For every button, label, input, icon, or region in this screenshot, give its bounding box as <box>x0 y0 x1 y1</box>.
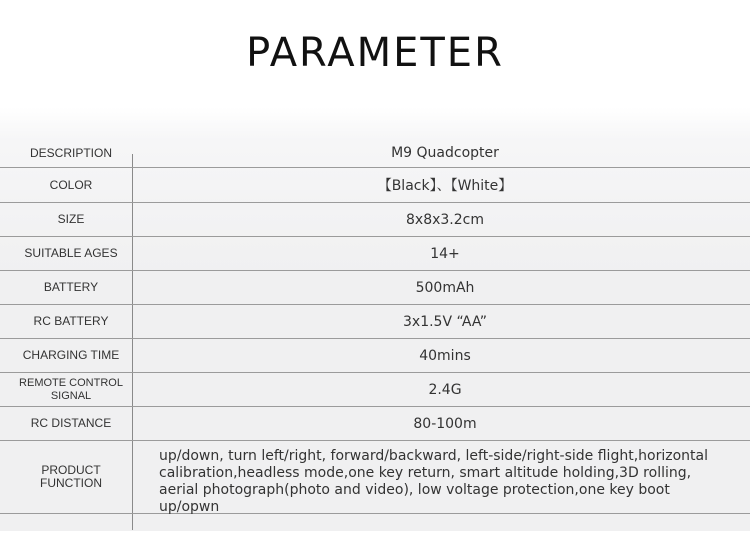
table-row <box>0 305 750 339</box>
row-label: DESCRIPTION <box>29 145 112 160</box>
row-label: SIZE <box>57 212 85 226</box>
row-value: 14+ <box>430 245 460 262</box>
table-row <box>0 137 750 168</box>
row-label: RC DISTANCE <box>30 416 112 430</box>
row-value: up/down, turn left/right, forward/backward, left-side/right-side flight,horizontal calibration,headless mode,one key return, smart altitude holding,3D rolling, aerial photograph(photo and video), low voltage protection,one key boot up/opwn <box>159 448 708 515</box>
page-title: PARAMETER <box>246 30 504 76</box>
row-value: 【Black】、【White】 <box>377 178 513 194</box>
table-row <box>0 168 750 203</box>
table-row <box>0 441 750 514</box>
row-value: M9 Quadcopter <box>391 145 499 161</box>
table-row <box>0 407 750 441</box>
row-value: 500mAh <box>415 279 475 296</box>
row-label: SUITABLE AGES <box>24 246 118 260</box>
row-value: 3x1.5V “AA” <box>403 313 487 330</box>
row-label: PRODUCT FUNCTION <box>40 463 102 490</box>
row-value: 40mins <box>419 347 471 364</box>
table-row <box>0 203 750 237</box>
table-row <box>0 373 750 407</box>
table-row <box>0 237 750 271</box>
table-row <box>0 271 750 305</box>
row-value: 2.4G <box>428 381 462 398</box>
row-value: 80-100m <box>413 415 477 432</box>
row-label: CHARGING TIME <box>22 348 120 362</box>
row-label: COLOR <box>49 177 93 192</box>
table-row <box>0 339 750 373</box>
row-label: REMOTE CONTROL SIGNAL <box>19 376 123 402</box>
row-value: 8x8x3.2cm <box>406 211 484 228</box>
row-label: RC BATTERY <box>33 314 109 328</box>
row-label: BATTERY <box>43 280 99 294</box>
